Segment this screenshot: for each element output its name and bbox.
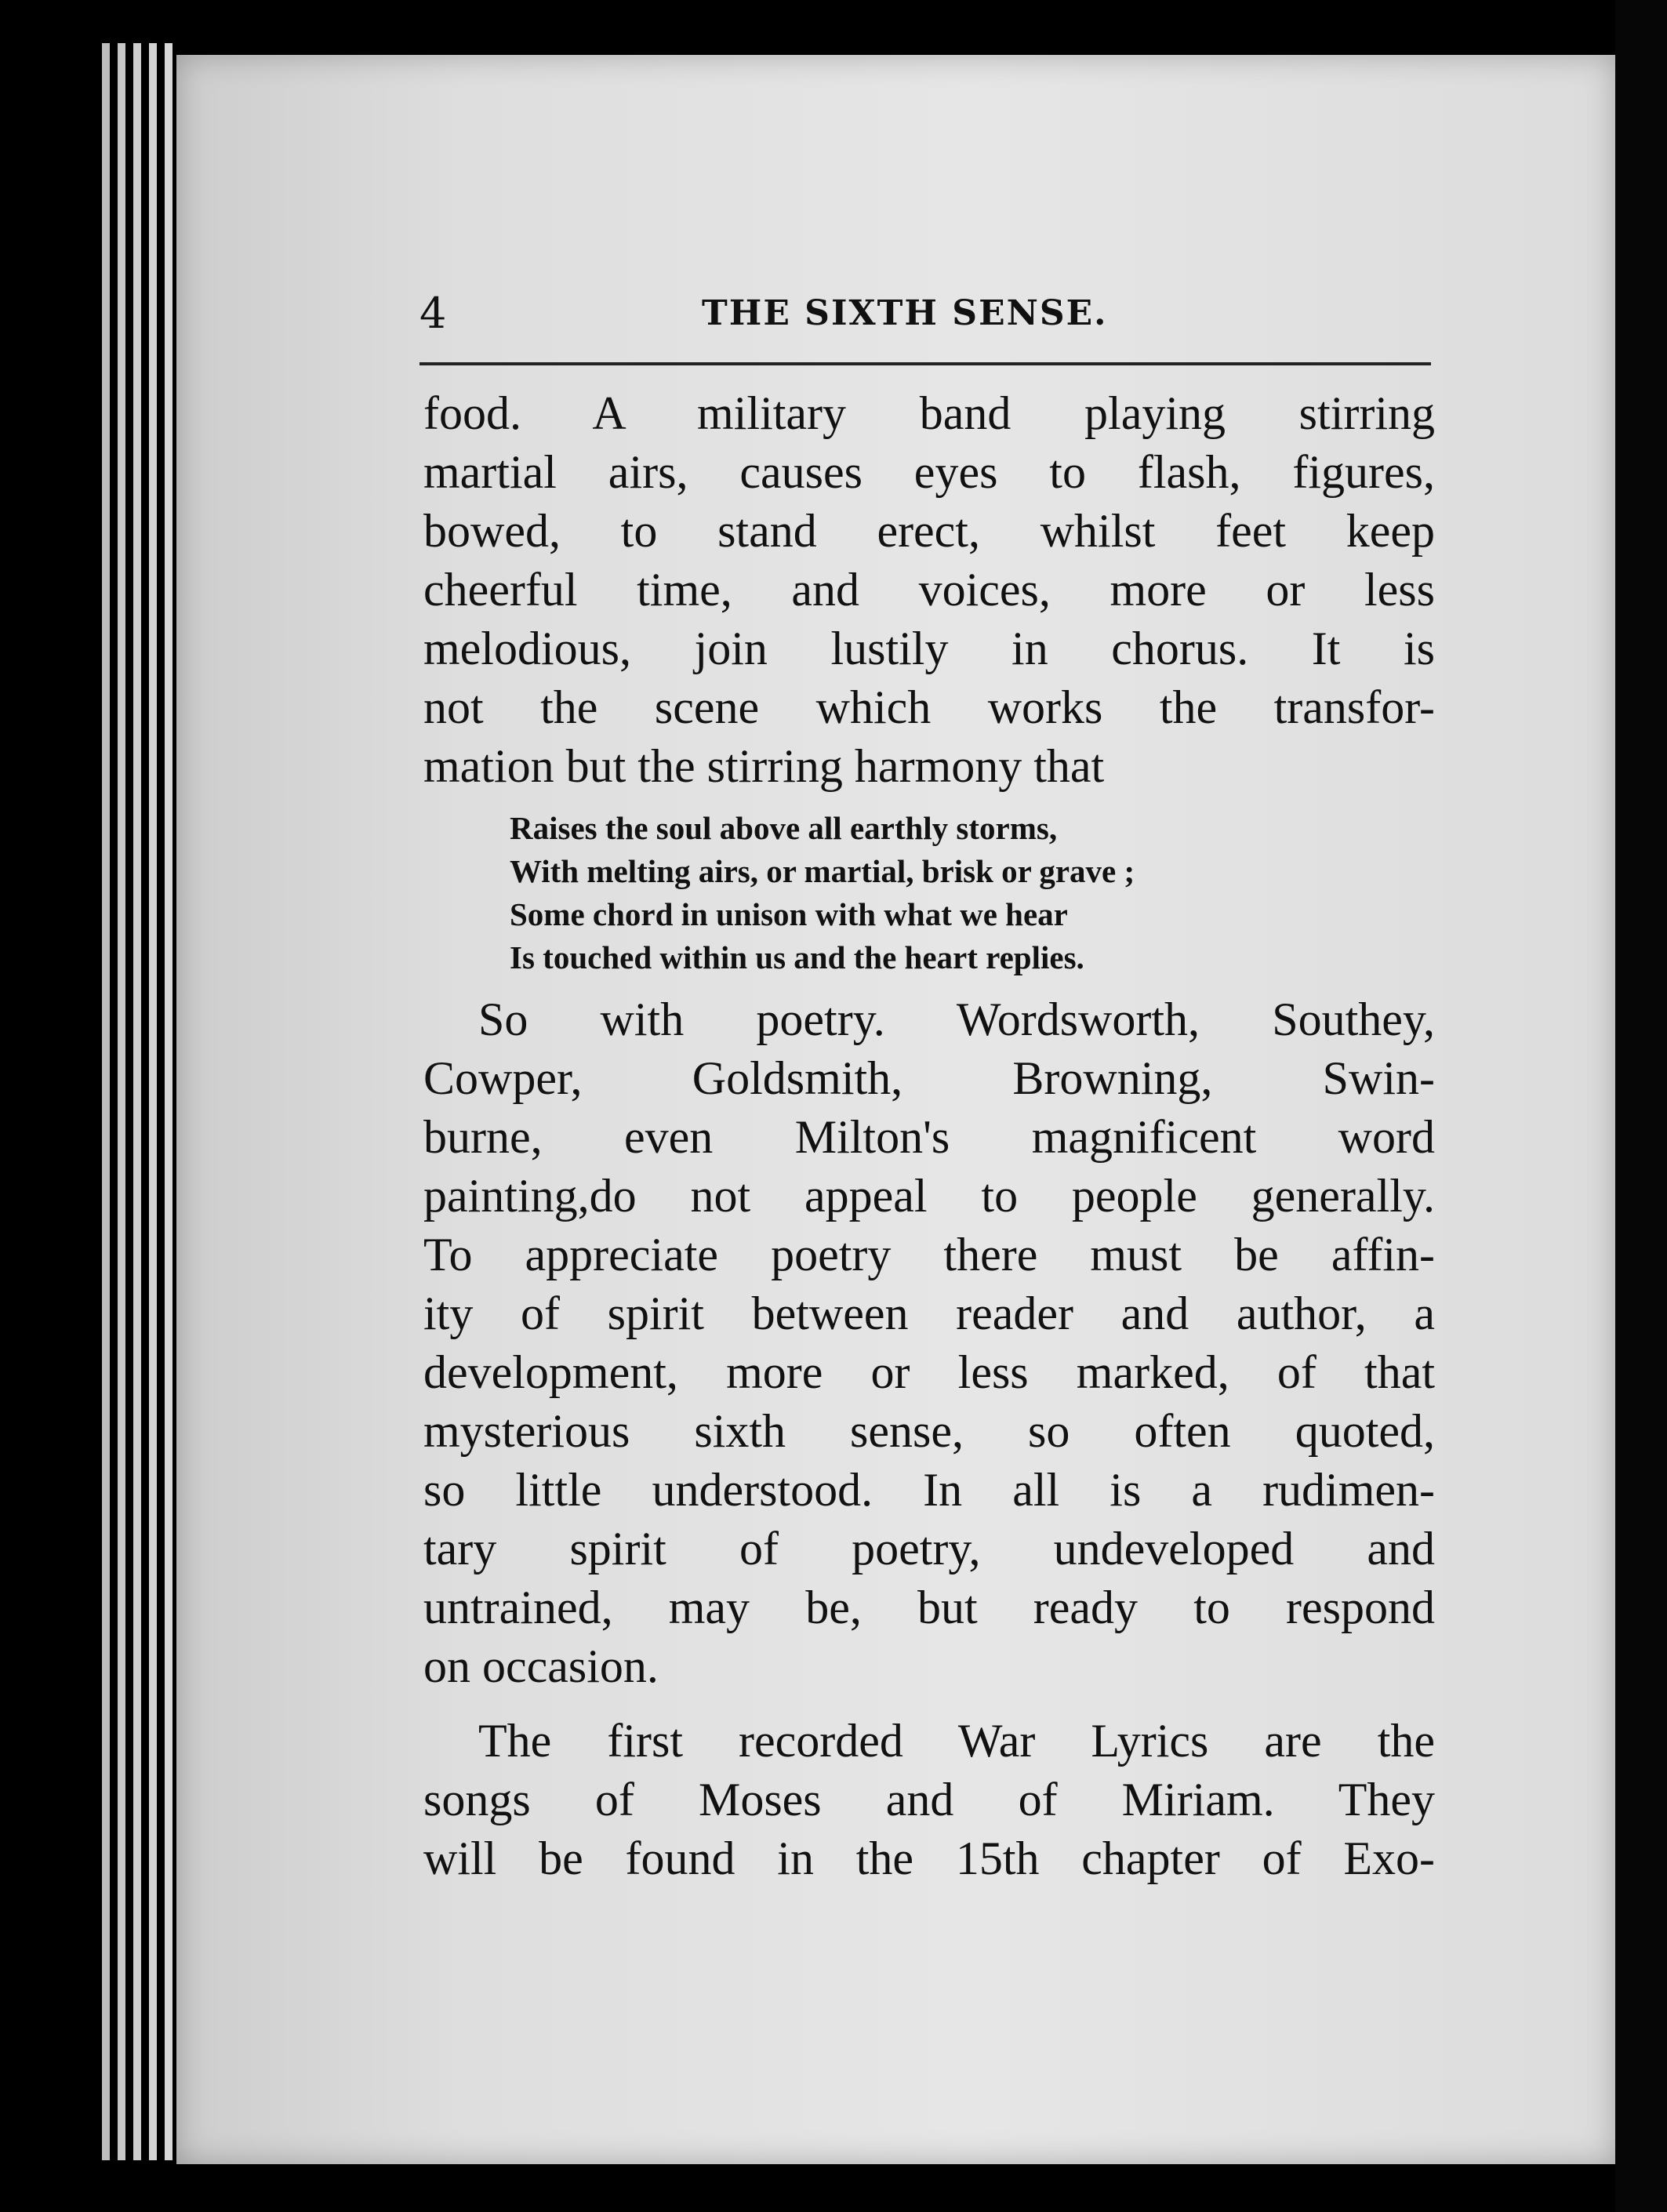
text-line: so little understood. In all is a rudimen- xyxy=(423,1464,1435,1516)
verse-line: Some chord in unison with what we hear xyxy=(510,896,1068,932)
page-edge xyxy=(118,43,125,2160)
text-line: The first recorded War Lyrics are the xyxy=(478,1715,1435,1767)
text-line: So with poetry. Wordsworth, Southey, xyxy=(478,993,1435,1045)
text-line: cheerful time, and voices, more or less xyxy=(423,564,1435,616)
text-line: melodious, join lustily in chorus. It is xyxy=(423,623,1435,674)
verse-line: Is touched within us and the heart replies. xyxy=(510,939,1084,975)
page-body xyxy=(423,384,1435,1888)
running-title: THE SIXTH SENSE. xyxy=(702,293,1108,333)
page-edge xyxy=(102,43,110,2160)
page-edge xyxy=(165,43,173,2160)
text-line: untrained, may be, but ready to respond xyxy=(423,1582,1435,1633)
text-line: mation but the stirring harmony that xyxy=(423,740,1105,792)
header-rule xyxy=(419,362,1431,365)
scan-border xyxy=(1615,0,1667,2212)
text-line: on occasion. xyxy=(423,1640,659,1692)
text-line: development, more or less marked, of that xyxy=(423,1346,1435,1398)
verse-line: Raises the soul above all earthly storms, xyxy=(510,810,1058,846)
text-line: Cowper, Goldsmith, Browning, Swin- xyxy=(423,1052,1435,1104)
text-line: not the scene which works the transfor- xyxy=(423,681,1435,733)
text-line: songs of Moses and of Miriam. They xyxy=(423,1774,1435,1825)
paragraph-3 xyxy=(423,1712,1435,1771)
paragraph-2-continued xyxy=(423,1049,1435,1696)
text-line: ity of spirit between reader and author, a xyxy=(423,1288,1435,1339)
verse-line: With melting airs, or martial, brisk or grave ; xyxy=(510,853,1135,889)
paragraph-gap xyxy=(423,1696,1435,1712)
page-edge xyxy=(149,43,157,2160)
page-header xyxy=(419,286,1431,341)
text-line: painting,do not appeal to people generally. xyxy=(423,1170,1435,1222)
page-number: 4 xyxy=(419,289,447,338)
paragraph-2 xyxy=(423,990,1435,1049)
text-line: will be found in the 15th chapter of Exo- xyxy=(423,1832,1435,1884)
text-line: martial airs, causes eyes to flash, figures, xyxy=(423,446,1435,498)
text-line: tary spirit of poetry, undeveloped and xyxy=(423,1523,1435,1575)
text-line: bowed, to stand erect, whilst feet keep xyxy=(423,505,1435,557)
page-edge xyxy=(133,43,141,2160)
text-line: food. A military band playing stirring xyxy=(423,387,1435,439)
text-line: burne, even Milton's magnificent word xyxy=(423,1111,1435,1163)
text-line: mysterious sixth sense, so often quoted, xyxy=(423,1405,1435,1457)
paragraph-1 xyxy=(423,384,1435,796)
text-line: To appreciate poetry there must be affin- xyxy=(423,1229,1435,1280)
verse-quote xyxy=(510,807,1435,979)
paragraph-3-continued xyxy=(423,1771,1435,1888)
